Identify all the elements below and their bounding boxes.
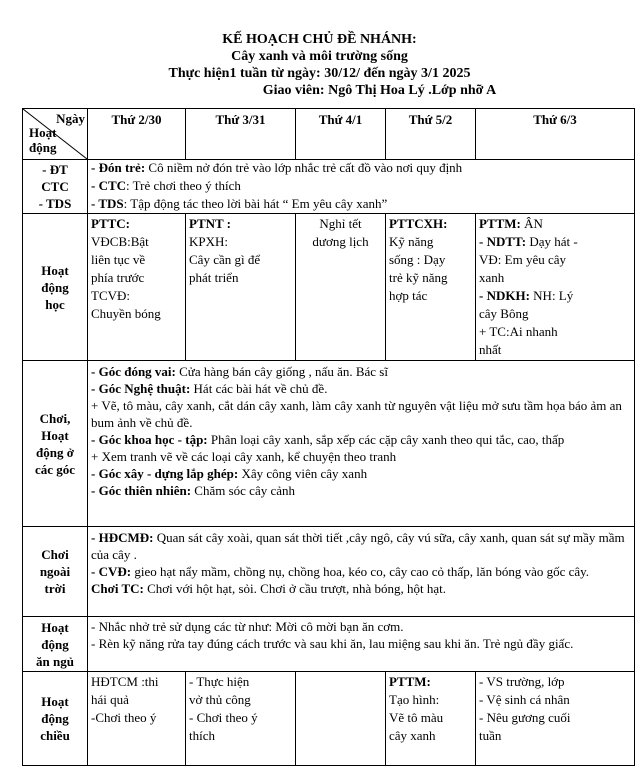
row-meals xyxy=(23,617,635,672)
row-label-afternoon: Hoạt động chiều xyxy=(23,672,88,766)
day-header-tue: Thứ 3/31 xyxy=(186,109,296,160)
plan-topic: Cây xanh và môi trường sống xyxy=(231,49,408,64)
afternoon-thu: PTTM: Tạo hình: Vẽ tô màu cây xanh xyxy=(386,672,476,766)
row-outdoor xyxy=(23,527,635,617)
afternoon-fri: - VS trường, lớp - Vệ sinh cá nhân - Nêu gương cuối tuần xyxy=(476,672,635,766)
learning-thu: PTTCXH: Kỹ năng sống : Dạy trẻ kỹ năng hợp tác xyxy=(386,214,476,361)
learning-fri: PTTM: ÂN - NDTT: Dạy hát - VĐ: Em yêu cây xanh - NDKH: NH: Lý cây Bông + TC:Ai nhanh nhất xyxy=(476,214,635,361)
row-label-learning: Hoạt động học xyxy=(23,214,88,361)
outdoor-content: - HĐCMĐ: Quan sát cây xoài, quan sát thời tiết ,cây ngô, cây vú sữa, cây xanh, quan sát sự mầy mầm của cây . - CVĐ: gieo hạt nẩy mầm, chồng nụ, chồng hoa, kéo co, cây cao cỏ thấp, lăn bóng vào gốc cây. Chơi TC: Chơi với hột hạt, sỏi. Chơi ở cầu trượt, nhà bóng, hột hạt. xyxy=(88,527,635,617)
afternoon-mon: HĐTCM :thi hái quả -Chơi theo ý xyxy=(88,672,186,766)
learning-wed: Nghỉ tết dương lịch xyxy=(296,214,386,361)
row-label-morning: - ĐT CTC - TDS xyxy=(23,160,88,214)
corner-day-label: Ngày xyxy=(56,111,85,126)
morning-content: - Đón trẻ: Cô niềm nở đón trẻ vào lớp nhắc trẻ cất đồ vào nơi quy định - CTC: Trẻ chơi theo ý thích - TDS: Tập động tác theo lời bài hát “ Em yêu cây xanh” xyxy=(88,160,635,214)
weekly-plan-table xyxy=(22,108,635,766)
corner-activity-label: Hoạt động xyxy=(29,125,57,155)
day-header-mon: Thứ 2/30 xyxy=(88,109,186,160)
learning-mon: PTTC: VĐCB:Bật liên tục về phía trước TCVĐ: Chuyền bóng xyxy=(88,214,186,361)
row-learning xyxy=(23,214,635,361)
day-header-wed: Thứ 4/1 xyxy=(296,109,386,160)
learning-tue: PTNT : KPXH: Cây cần gì để phát triển xyxy=(186,214,296,361)
plan-teacher: Giao viên: Ngô Thị Hoa Lý .Lớp nhỡ A xyxy=(262,83,497,98)
corner-cell xyxy=(23,109,88,160)
afternoon-wed xyxy=(296,672,386,766)
row-label-corners: Chơi, Hoạt động ở các góc xyxy=(23,361,88,527)
plan-title: KẾ HOẠCH CHỦ ĐỀ NHÁNH: xyxy=(222,32,417,47)
row-afternoon xyxy=(23,672,635,766)
row-label-outdoor: Chơi ngoài trời xyxy=(23,527,88,617)
day-header-thu: Thứ 5/2 xyxy=(386,109,476,160)
row-corners xyxy=(23,361,635,527)
day-header-fri: Thứ 6/3 xyxy=(476,109,635,160)
row-label-meals: Hoạt động ăn ngủ xyxy=(23,617,88,672)
corners-content: - Góc đóng vai: Cửa hàng bán cây giống , nấu ăn. Bác sĩ - Góc Nghệ thuật: Hát các bài hát về chủ đề. + Vẽ, tô màu, cây xanh, cắt dán cây xanh, làm cây xanh từ nguyên vật liệu mở sưu tầm họa báo ảm an bum ảnh về chủ đề. - Góc khoa học - tập: Phân loại cây xanh, sắp xếp các cặp cây xanh theo qui tắc, cao, thấp + Xem tranh vẽ về các loại cây xanh, kể chuyện theo tranh - Góc xây - dựng lắp ghép: Xây công viên cây xanh - Góc thiên nhiên: Chăm sóc cây cảnh xyxy=(88,361,635,527)
plan-dates: Thực hiện1 tuần từ ngày: 30/12/ đến ngày 3/1 2025 xyxy=(168,66,471,81)
afternoon-tue: - Thực hiện vở thủ công - Chơi theo ý thích xyxy=(186,672,296,766)
table-header-row xyxy=(23,109,635,160)
row-morning xyxy=(23,160,635,214)
meals-content: - Nhắc nhở trẻ sử dụng các từ như: Mời cô mời bạn ăn cơm. - Rèn kỹ năng rửa tay đúng cách trước và sau khi ăn, lau miệng sau khi ăn. Trẻ ngủ đầy giấc. xyxy=(88,617,635,672)
